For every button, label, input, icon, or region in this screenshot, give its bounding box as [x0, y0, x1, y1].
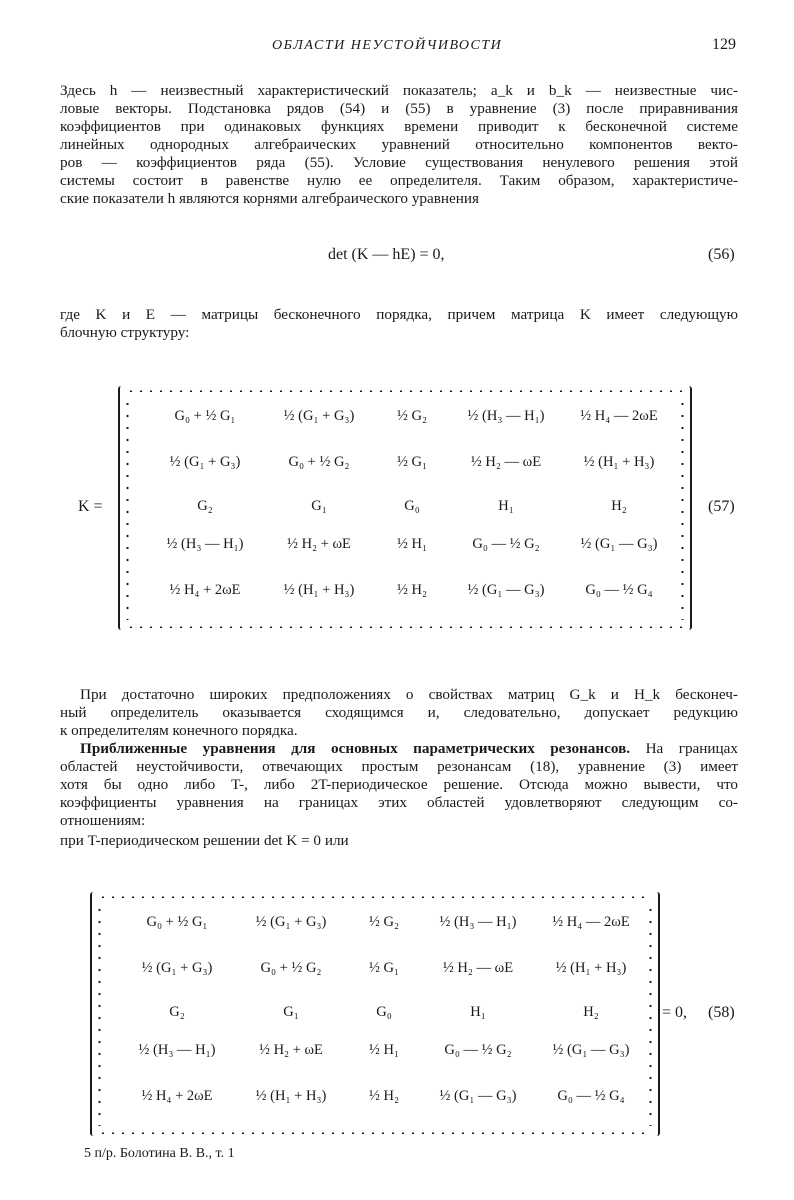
matrix-cell: G₂ [169, 1004, 185, 1020]
matrix-cell: H₁ [498, 498, 514, 514]
matrix-cell: ½ (H₃ — H₁) [439, 914, 517, 930]
text-line: ловые векторы. Подстановка рядов (54) и (55) в уравнение (3) после приравнивания [60, 100, 738, 117]
text-line: где K и E — матрицы бесконечного порядка, причем матрица K имеет следующую [60, 306, 738, 323]
equation-number-58: (58) [708, 1004, 735, 1021]
equation-number-57: (57) [708, 498, 735, 515]
matrix-cell: G₀ + ½ G₂ [260, 960, 322, 976]
text-line [60, 740, 738, 758]
text-line: Здесь h — неизвестный характеристический показатель; a_k и b_k — неизвестные чис- [60, 82, 738, 99]
paragraph-2 [60, 306, 738, 342]
dotted-border-right [681, 398, 684, 620]
text-line: хотя бы одно либо T-, либо 2T-периодическое решение. Отсюда можно вывести, что [60, 776, 738, 793]
paragraph-4 [60, 740, 738, 830]
matrix-cell: ½ (G₁ + G₃) [169, 454, 241, 470]
matrix-cell: ½ G₁ [396, 454, 428, 470]
matrix-cell: ½ G₁ [368, 960, 400, 976]
matrix-cell: ½ H₂ — ωE [442, 960, 514, 976]
paragraph-3 [60, 686, 738, 740]
matrix-cell: ½ H₄ + 2ωE [169, 582, 241, 598]
matrix-cell: ½ H₄ + 2ωE [141, 1088, 213, 1104]
matrix-cell: ½ H₂ [396, 582, 428, 598]
matrix-cell: ½ (H₃ — H₁) [467, 408, 545, 424]
matrix-cell: G₀ — ½ G₂ [444, 1042, 512, 1058]
matrix-cell: ½ H₂ [368, 1088, 400, 1104]
matrix-cell: ½ (G₁ — G₃) [439, 1088, 517, 1104]
text-line: при T-периодическом решении det K = 0 или [60, 832, 349, 849]
matrix-cell: ½ (G₁ + G₃) [141, 960, 213, 976]
text-fragment: На границах [645, 740, 739, 757]
matrix-cell: G₂ [197, 498, 213, 514]
matrix-cell: ½ (G₁ — G₃) [552, 1042, 630, 1058]
paragraph-1 [60, 82, 738, 208]
matrix-cell: G₀ — ½ G₄ [585, 582, 653, 598]
matrix-cell: ½ H₂ — ωE [470, 454, 542, 470]
dotted-border-left [126, 398, 129, 620]
text-line: ров — коэффициентов ряда (55). Условие существования ненулевого решения этой [60, 154, 738, 171]
text-line: ские показатели h являются корнями алгебраического уравнения [60, 190, 480, 207]
matrix-cell: H₂ [583, 1004, 599, 1020]
paragraph-5 [60, 832, 738, 850]
matrix-cell: G₀ [404, 498, 420, 514]
matrix-cell: G₀ — ½ G₄ [557, 1088, 625, 1104]
text-line: блочную структуру: [60, 324, 190, 341]
text-line: областей неустойчивости, отвечающих простым резонансам (18), уравнение (3) имеет [60, 758, 738, 775]
matrix-cell: ½ (H₃ — H₁) [166, 536, 244, 552]
matrix-cell: G₀ + ½ G₁ [174, 408, 236, 424]
matrix-cell: ½ (G₁ — G₃) [580, 536, 658, 552]
matrix-cell: G₀ [376, 1004, 392, 1020]
text-line: линейных однородных алгебраических уравнений относительно компонентов векто- [60, 136, 738, 153]
text-line: к определителям конечного порядка. [60, 722, 298, 739]
matrix-cell: ½ G₂ [396, 408, 428, 424]
matrix-cell: H₁ [470, 1004, 486, 1020]
matrix-cell: ½ H₄ — 2ωE [580, 408, 658, 424]
matrix-cell: ½ H₁ [396, 536, 428, 552]
matrix-cell: ½ (G₁ — G₃) [467, 582, 545, 598]
matrix-cell: G₁ [311, 498, 327, 514]
text-line: ный определитель оказывается сходящимся и, следовательно, допускает редукцию [60, 704, 738, 721]
matrix-cell: G₀ — ½ G₂ [472, 536, 540, 552]
text-line: отношениям: [60, 812, 146, 829]
page-number: 129 [712, 36, 736, 53]
matrix-cell: ½ G₂ [368, 914, 400, 930]
matrix-cell: ½ (G₁ + G₃) [283, 408, 355, 424]
matrix-cell: ½ H₁ [368, 1042, 400, 1058]
matrix-cell: ½ (H₁ + H₃) [283, 582, 355, 598]
matrix-cell: G₁ [283, 1004, 299, 1020]
matrix-cell: G₀ + ½ G₂ [288, 454, 350, 470]
matrix-cell: ½ (H₁ + H₃) [255, 1088, 327, 1104]
matrix-cell: H₂ [611, 498, 627, 514]
matrix-cell: ½ (H₁ + H₃) [583, 454, 655, 470]
dotted-border-left [98, 904, 101, 1126]
text-line: коэффициентов при одинаковых функциях времени приводит к бесконечной системе [60, 118, 738, 135]
matrix-cell: ½ H₄ — 2ωE [552, 914, 630, 930]
text-line: коэффициенты уравнения на границах этих областей удовлетворяют следующим со- [60, 794, 738, 811]
matrix-58-equals-zero: = 0, [662, 1004, 688, 1021]
dotted-border-top [126, 390, 684, 392]
running-head: ОБЛАСТИ НЕУСТОЙЧИВОСТИ [272, 38, 503, 53]
matrix-57 [118, 386, 692, 630]
matrix-58 [90, 892, 660, 1136]
dotted-border-bottom [98, 1132, 652, 1134]
matrix-k-label: K = [78, 498, 103, 515]
matrix-cell: ½ (H₃ — H₁) [138, 1042, 216, 1058]
equation-56: det (K — hE) = 0, [328, 246, 445, 263]
dotted-border-top [98, 896, 652, 898]
matrix-cell: ½ (H₁ + H₃) [555, 960, 627, 976]
matrix-cell: ½ H₂ + ωE [287, 536, 351, 552]
text-line: системы состоит в равенстве нулю ее определителя. Таким образом, характеристиче- [60, 172, 738, 189]
matrix-cell: ½ H₂ + ωE [259, 1042, 323, 1058]
text-line: При достаточно широких предположениях о свойствах матриц G_k и H_k бесконеч- [80, 686, 738, 703]
dotted-border-bottom [126, 626, 684, 628]
matrix-cell: G₀ + ½ G₁ [146, 914, 208, 930]
matrix-cell: ½ (G₁ + G₃) [255, 914, 327, 930]
section-heading: Приближенные уравнения для основных параметрических резонансов. [80, 740, 631, 757]
equation-number-56: (56) [708, 246, 735, 263]
footer-signature: 5 п/р. Болотина В. В., т. 1 [84, 1146, 235, 1161]
